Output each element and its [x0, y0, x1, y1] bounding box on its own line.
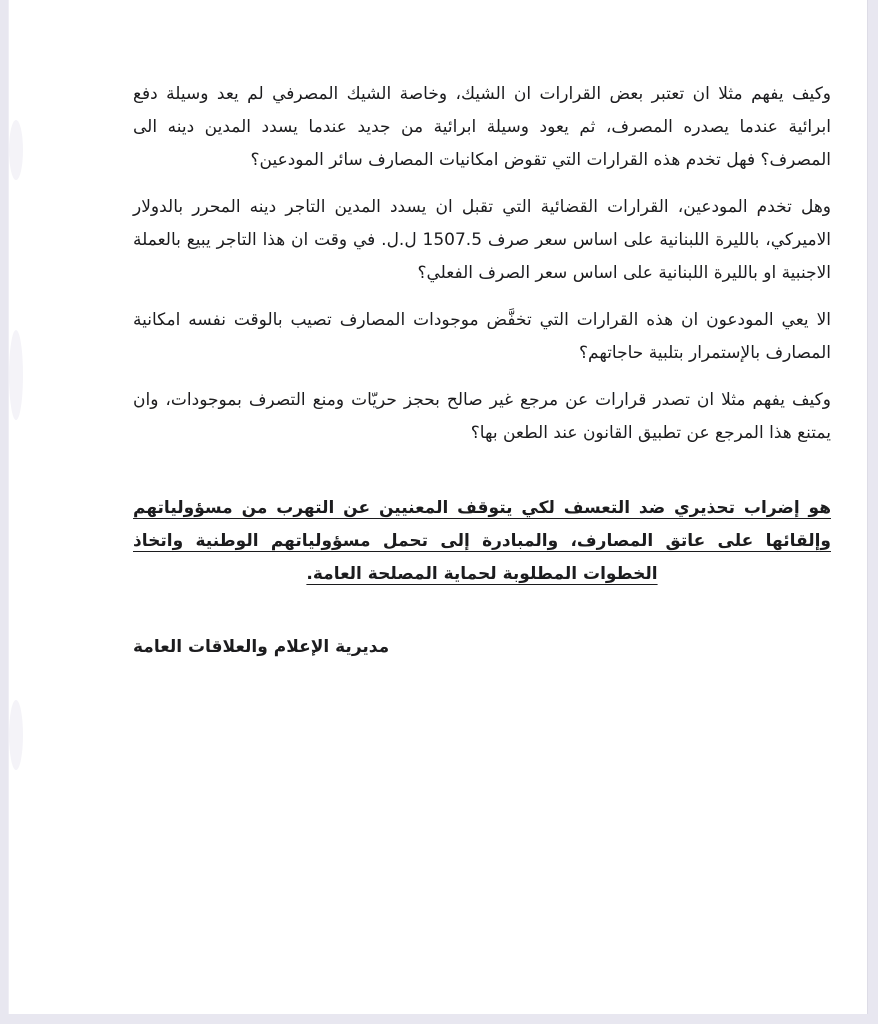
body-paragraph-2: وهل تخدم المودعين، القرارات القضائية التي تقبل ان يسدد المدين التاجر دينه المحرر بالدولار الاميركي، بالليرة اللبنانية على اساس سعر صرف 1507.5 ل.ل. في وقت ان هذا التاجر يبيع بالعملة الاجنبية او بالليرة اللبنانية على اساس سعر الصرف الفعلي؟ [133, 197, 831, 283]
document-body [9, 0, 867, 664]
scan-smudge [9, 700, 23, 770]
signature-line: مديرية الإعلام والعلاقات العامة [133, 637, 390, 657]
emphasis-paragraph: هو إضراب تحذيري ضد التعسف لكي يتوقف المعنيين عن التهرب من مسؤولياتهم وإلقائها على عاتق المصارف، والمبادرة إلى تحمل مسؤولياتهم الوطنية واتخاذ الخطوات المطلوبة لحماية المصلحة العامة. [133, 498, 831, 584]
body-paragraph-4: وكيف يفهم مثلا ان تصدر قرارات عن مرجع غير صالح بحجز حريّات ومنع التصرف بموجودات، وان يمتنع هذا المرجع عن تطبيق القانون عند الطعن بها؟ [133, 390, 831, 443]
scanned-page [8, 0, 868, 1014]
body-paragraph-3: الا يعي المودعون ان هذه القرارات التي تخفَّض موجودات المصارف تصيب بالوقت نفسه امكانية المصارف بالإستمرار بتلبية حاجاتهم؟ [133, 310, 831, 363]
body-paragraph-1: وكيف يفهم مثلا ان تعتبر بعض القرارات ان الشيك، وخاصة الشيك المصرفي لم يعد وسيلة دفع ابرائية عندما يصدره المصرف، ثم يعود وسيلة ابرائية من جديد عندما يسدد المدين دينه الى المصرف؟ فهل تخدم هذه القرارات التي تقوض امكانيات المصارف سائر المودعين؟ [133, 84, 831, 170]
